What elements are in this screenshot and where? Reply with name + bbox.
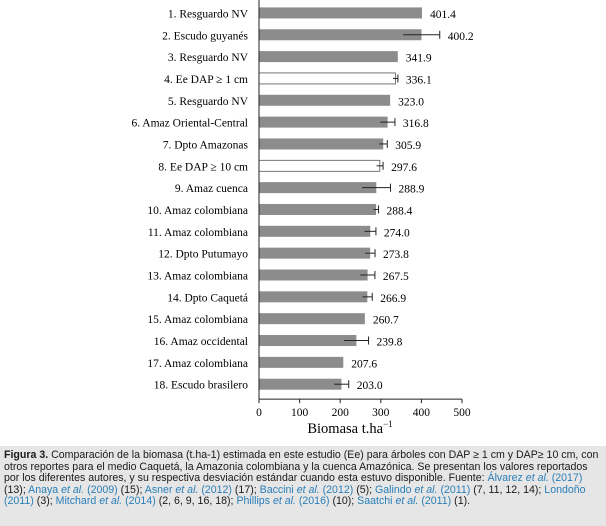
value-labels-group (351, 9, 474, 392)
category-label: 17. Amaz colombiana (147, 357, 248, 370)
category-label: 9. Amaz cuenca (174, 183, 248, 196)
reference-number: (13); (4, 483, 29, 496)
reference-year: (2012) (322, 483, 354, 496)
category-label: 5. Resguardo NV (167, 95, 248, 108)
category-labels-group (131, 8, 248, 391)
reference-etal: et al. (272, 495, 299, 508)
bar (259, 7, 422, 18)
x-tick-label: 0 (256, 407, 262, 420)
reference-link[interactable] (375, 484, 470, 496)
value-label: 401.4 (429, 8, 456, 21)
bar (259, 357, 343, 368)
reference-number: (5); (353, 483, 376, 496)
value-label: 273.8 (383, 249, 409, 262)
reference-link[interactable] (488, 472, 583, 484)
bar (259, 160, 380, 171)
x-tick-label: 500 (453, 407, 471, 420)
category-label: 6. Amaz Oriental-Central (131, 117, 248, 130)
reference-link[interactable] (145, 484, 232, 496)
reference-year: (2017) (551, 472, 583, 485)
reference-number: (2, 6, 9, 16, 18); (155, 495, 237, 508)
bar (259, 29, 421, 40)
reference-author: Asner (144, 483, 176, 496)
category-label: 2. Escudo guyanés (162, 30, 248, 43)
figure-caption (0, 446, 606, 526)
reference-etal: et al. (395, 495, 422, 508)
reference-etal: et al. (61, 483, 88, 496)
x-axis-label-superscript: −1 (383, 419, 393, 429)
reference-etal: et al. (175, 483, 202, 496)
bars-group (259, 7, 425, 389)
reference-year: (2009) (87, 483, 118, 496)
bar (259, 313, 365, 324)
value-label: 297.6 (391, 161, 417, 174)
reference-etal: et al. (525, 472, 552, 485)
reference-year: (2011) (4, 495, 34, 508)
reference-number: (17); (231, 483, 260, 496)
category-label: 13. Amaz colombiana (147, 270, 248, 283)
reference-author: Galindo (375, 483, 415, 496)
reference-etal: et al. (99, 495, 126, 508)
reference-author: Phillips (236, 495, 273, 508)
category-label: 10. Amaz colombiana (147, 204, 248, 217)
caption-text: Comparación de la biomasa (t.ha-1) estimada en este estudio (Ee) para árboles con DAP ≥ 1 cm y DAP≥ 10 cm, con otros reportes para el medio Caquetá, la Amazonia colombiana y la cuenca Amazónica. Se presentan los valores reportados por los diferentes autores, y su respectiva desviación estándar cuando esta estuvo disponible. (4, 449, 599, 485)
category-label: 16. Amaz occidental (153, 336, 248, 349)
value-label: 305.9 (395, 139, 422, 152)
bar (259, 248, 370, 259)
x-tick-label: 300 (372, 407, 390, 420)
bar (259, 138, 383, 149)
category-label: 1. Resguardo NV (167, 8, 248, 21)
caption-label: Figura 3. (4, 449, 49, 461)
category-label: 14. Dpto Caquetá (167, 292, 248, 305)
category-label: 15. Amaz colombiana (147, 314, 248, 327)
value-label: 239.8 (376, 336, 403, 349)
bar (259, 291, 367, 302)
reference-link[interactable] (236, 495, 329, 507)
reference-author: Mitchard (55, 495, 100, 508)
x-ticks-group (256, 399, 471, 419)
reference-number: (10); (329, 495, 358, 508)
reference-link[interactable] (28, 484, 118, 496)
category-label: 12. Dpto Putumayo (158, 248, 248, 261)
bar (259, 73, 395, 84)
reference-author: Anaya (28, 483, 62, 496)
value-label: 323.0 (398, 96, 425, 109)
bar (259, 335, 356, 346)
category-label: 11. Amaz colombiana (147, 226, 248, 239)
value-label: 400.2 (447, 30, 474, 43)
reference-etal: et al. (296, 483, 323, 496)
bar (259, 226, 370, 237)
reference-link[interactable] (260, 484, 354, 496)
caption-source-label: Fuente: (448, 472, 485, 485)
x-axis-label: Biomasa $t.ha^{-1}$ (307, 419, 393, 437)
reference-number: (15); (117, 483, 145, 496)
x-tick-label: 100 (290, 407, 309, 420)
reference-number: (1). (451, 495, 471, 508)
category-label: 7. Dpto Amazonas (162, 139, 248, 152)
value-label: 207.6 (351, 358, 378, 371)
category-label: 4. Ee DAP ≥ 1 cm (164, 73, 248, 86)
bar (259, 379, 341, 390)
bar (259, 51, 398, 62)
value-label: 341.9 (405, 52, 432, 65)
category-label: 18. Escudo brasilero (153, 379, 248, 392)
bar (259, 204, 376, 215)
bar (259, 117, 388, 128)
reference-author: Londoño (544, 483, 586, 496)
reference-link[interactable] (56, 495, 156, 507)
value-label: 267.5 (382, 271, 409, 283)
bar (259, 95, 390, 106)
reference-year: (2014) (125, 495, 156, 508)
bar (259, 270, 368, 281)
reference-author: Baccini (259, 483, 297, 496)
category-label: 8. Ee DAP ≥ 10 cm (158, 161, 248, 174)
reference-year: (2012) (201, 483, 232, 496)
reference-year: (2011) (421, 495, 452, 508)
value-label: 316.8 (402, 118, 429, 131)
reference-number: (7, 11, 12, 14); (470, 483, 545, 496)
bar (259, 182, 376, 193)
reference-link[interactable] (357, 495, 451, 507)
value-label: 288.9 (398, 183, 425, 196)
value-label: 336.1 (405, 74, 432, 87)
reference-year: (2011) (440, 483, 471, 496)
reference-author: Saatchi (357, 495, 396, 508)
x-tick-label: 400 (412, 407, 431, 420)
x-tick-label: 200 (331, 407, 349, 420)
value-label: 260.7 (372, 314, 399, 327)
category-label: 3. Resguardo NV (167, 52, 248, 65)
reference-author: Álvarez (487, 472, 526, 485)
reference-number: (3); (33, 495, 56, 508)
reference-year: (2016) (298, 495, 330, 508)
reference-etal: et al. (414, 483, 441, 496)
value-label: 203.0 (356, 380, 383, 393)
value-label: 274.0 (383, 227, 410, 240)
value-label: 288.4 (386, 205, 413, 218)
value-label: 266.9 (380, 292, 407, 305)
